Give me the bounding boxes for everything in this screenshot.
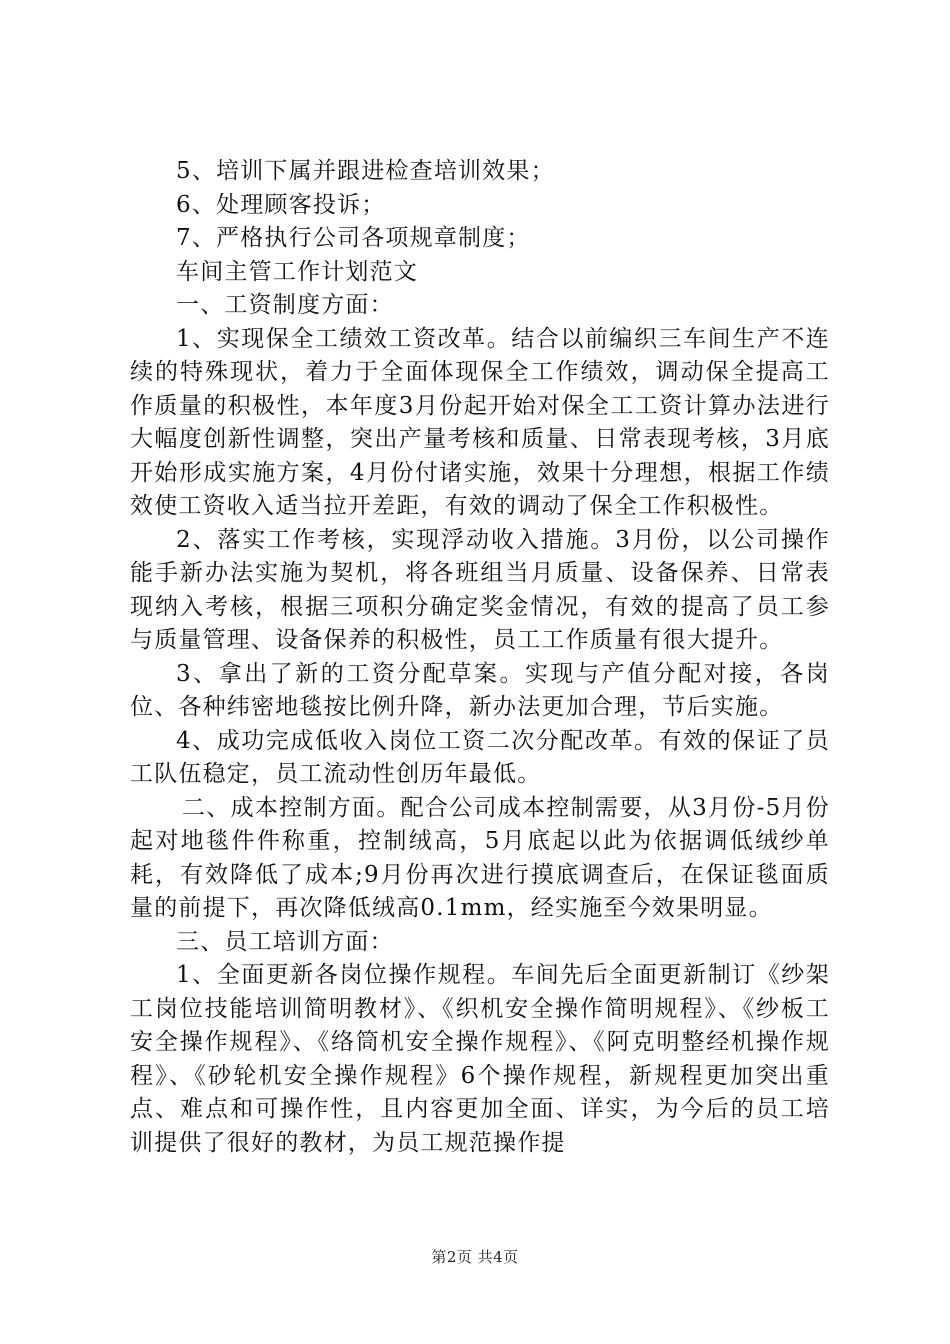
paragraph: 4、成功完成低收入岗位工资二次分配改革。有效的保证了员工队伍稳定，员工流动性创历年最低。 <box>130 727 830 787</box>
paragraph: 5、培训下属并跟进检查培训效果； <box>176 158 555 184</box>
section-heading: 三、员工培训方面： <box>176 928 394 955</box>
paragraph: 1、全面更新各岗位操作规程。车间先后全面更新制订《纱架工岗位技能培训简明教材》、《织机安全操作简明规程》、《纱板工安全操作规程》、《络筒机安全操作规程》、《阿克明整经机操作规程》、《砂轮机安全操作规程》6个操作规程，新规程更加突出重点、难点和可操作性，且内容更加全面、详实，为今后的员工培训提供了很好的教材，为员工规范操作提 <box>130 962 830 1156</box>
paragraph: 1、实现保全工绩效工资改革。结合以前编织三车间生产不连续的特殊现状，着力于全面体现保全工作绩效，调动保全提高工作质量的积极性，本年度3月份起开始对保全工工资计算办法进行大幅度创新性调整，突出产量考核和质量、日常表现考核，3月底开始形成实施方案，4月份付诸实施，效果十分理想，根据工作绩效使工资收入适当拉开差距，有效的调动了保全工作积极性。 <box>130 325 830 519</box>
page-number-footer: 第2页 共4页 <box>431 1248 519 1266</box>
paragraph: 7、严格执行公司各项规章制度； <box>176 225 531 251</box>
paragraph: 2、落实工作考核，实现浮动收入措施。3月份，以公司操作能手新办法实施为契机，将各班组当月质量、设备保养、日常表现纳入考核，根据三项积分确定奖金情况，有效的提高了员工参与质量管理、设备保养的积极性，员工工作质量有很大提升。 <box>130 526 830 653</box>
section-title: 车间主管工作计划范文 <box>176 258 418 285</box>
paragraph: 二、成本控制方面。配合公司成本控制需要，从3月份-5月份起对地毯件件称重，控制绒高，5月底起以此为依据调低绒纱单耗，有效降低了成本;9月份再次进行摸底调查后，在保证毯面质量的前提下，再次降低绒高0.1mm，经实施至今效果明显。 <box>130 794 830 921</box>
section-heading: 一、工资制度方面： <box>176 292 394 318</box>
paragraph: 6、处理顾客投诉； <box>176 191 386 218</box>
document-body <box>130 155 830 1160</box>
paragraph: 3、拿出了新的工资分配草案。实现与产值分配对接，各岗位、各种纬密地毯按比例升降，新办法更加合理，节后实施。 <box>130 660 830 720</box>
